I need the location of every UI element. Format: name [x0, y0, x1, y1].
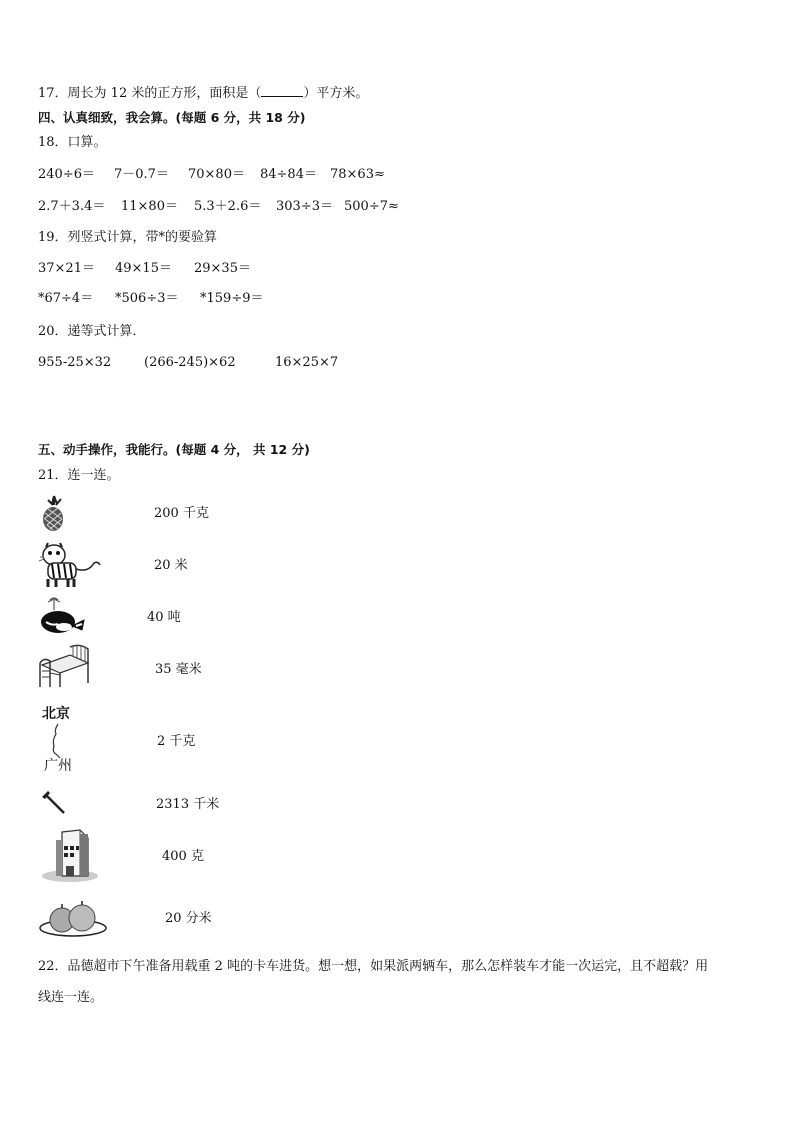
unit-label: 20 米	[154, 558, 188, 573]
unit-label: 2313 千米	[156, 797, 220, 812]
pineapple-icon	[38, 494, 70, 532]
vertical-calc: *506÷3＝	[115, 291, 179, 306]
question-22-line-1: 22．品德超市下午准备用载重 2 吨的卡车进货。想一想，如果派两辆车，那么怎样装车才能一次运完，且不超载？用	[38, 959, 709, 974]
vertical-calc: 37×21＝	[38, 261, 95, 276]
oral-calc: 5.3＋2.6＝	[194, 199, 262, 214]
unit-label: 40 吨	[147, 610, 181, 625]
oral-calc: 84÷84＝	[260, 167, 317, 182]
q17-prefix: 17．周长为 12 米的正方形，面积是（	[38, 86, 262, 101]
oral-calc: 70×80＝	[188, 167, 245, 182]
whale-icon	[38, 596, 86, 636]
unit-label: 20 分米	[165, 911, 212, 926]
vertical-calc: 29×35＝	[194, 261, 251, 276]
oral-calc: 78×63≈	[330, 167, 385, 182]
stepwise-calc: (266-245)×62	[144, 355, 236, 370]
vertical-calc: 49×15＝	[115, 261, 172, 276]
question-21-title: 21．连一连。	[38, 468, 120, 483]
apples-plate-icon	[38, 898, 108, 938]
map-label-guangzhou: 广州	[44, 758, 72, 774]
oral-calc: 303÷3＝	[276, 199, 333, 214]
question-18-title: 18．口算。	[38, 135, 107, 150]
section-5-title: 五、动手操作，我能行。(每题 4 分， 共 12 分)	[38, 442, 310, 457]
question-22-line-2: 线连一连。	[38, 990, 104, 1005]
unit-label: 2 千克	[157, 734, 196, 749]
oral-calc: 7－0.7＝	[114, 167, 169, 182]
unit-label: 200 千克	[154, 506, 209, 521]
oral-calc: 11×80＝	[121, 199, 178, 214]
tiger-icon	[38, 541, 102, 589]
answer-blank[interactable]	[261, 84, 303, 97]
oral-calc: 500÷7≈	[344, 199, 399, 214]
bed-icon	[38, 643, 92, 689]
beijing-guangzhou-route-icon	[42, 706, 82, 776]
map-label-beijing: 北京	[42, 706, 70, 722]
vertical-calc: *67÷4＝	[38, 291, 94, 306]
unit-label: 400 克	[162, 849, 204, 864]
oral-calc: 240÷6＝	[38, 167, 95, 182]
oral-calc: 2.7＋3.4＝	[38, 199, 106, 214]
nail-icon	[40, 789, 68, 817]
q17-suffix: ）平方米。	[303, 86, 369, 101]
question-19-title: 19．列竖式计算，带*的要验算	[38, 230, 218, 245]
section-4-title: 四、认真细致，我会算。(每题 6 分，共 18 分)	[38, 110, 306, 125]
unit-label: 35 毫米	[155, 662, 202, 677]
vertical-calc: *159÷9＝	[200, 291, 264, 306]
question-17	[38, 84, 368, 102]
building-icon	[40, 828, 100, 882]
question-20-title: 20．递等式计算．	[38, 324, 146, 339]
stepwise-calc: 955-25×32	[38, 355, 112, 370]
stepwise-calc: 16×25×7	[275, 355, 339, 370]
